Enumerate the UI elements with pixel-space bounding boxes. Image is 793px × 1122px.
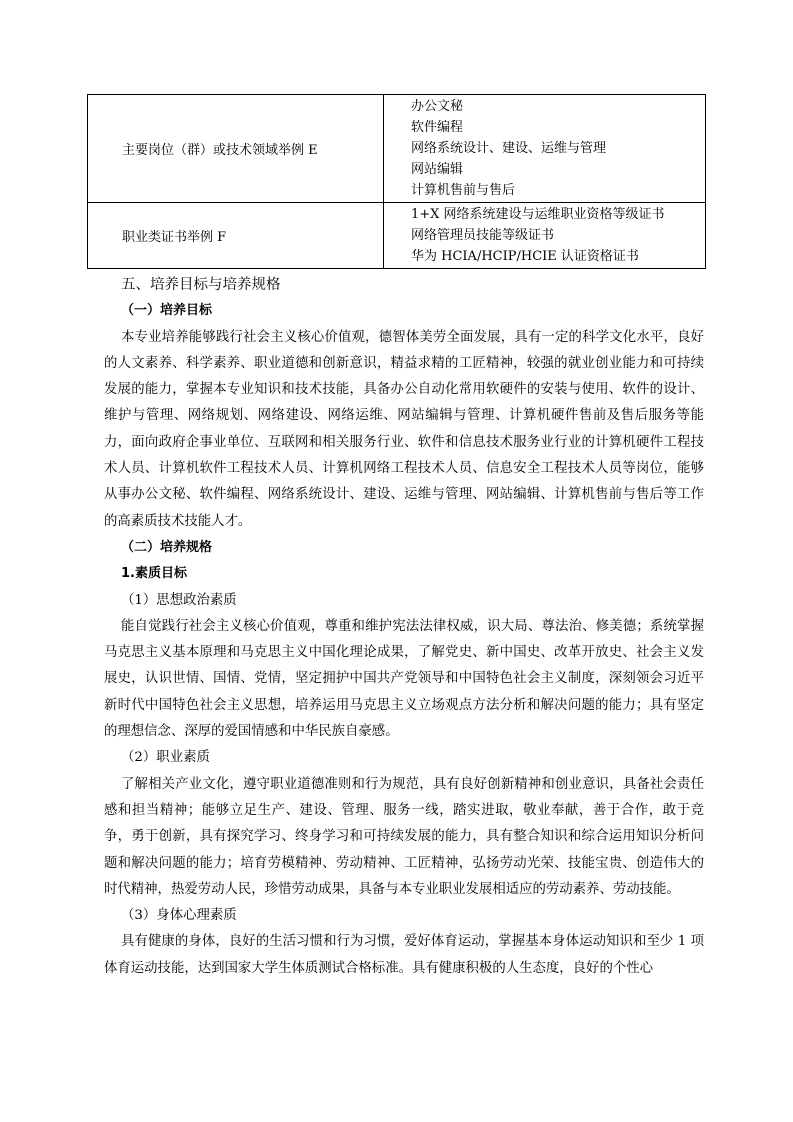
subsection-heading: （二）培养规格: [121, 539, 213, 555]
value-item: 网站编辑: [411, 162, 464, 177]
value-item: 网络管理员技能等级证书: [411, 228, 555, 243]
value-item: 办公文秘: [411, 99, 464, 114]
paragraph: 本专业培养能够践行社会主义核心价值观，德智体美劳全面发展，具有一定的科学文化水平，良好的人文素养、科学素养、职业道德和创新意识，精益求精的工匠精神，较强的就业创业能力和可持续发展的能力，掌握本专业知识和技术技能，具备办公自动化常用软硬件的安装与使用、软件的设计、维护与管理、网络规划、网络建设、网络运维、网站编辑与管理、计算机硬件售前及售后服务等能力，面向政府企事业单位、互联网和相关服务行业、软件和信息技术服务业行业的计算机硬件工程技术人员、计算机软件工程技术人员、计算机网络工程技术人员、信息安全工程技术人员等岗位，能够从事办公文秘、软件编程、网络系统设计、建设、运维与管理、网站编辑、计算机售前与售后等工作的高素质技术技能人才。: [104, 329, 704, 529]
table-row: [88, 95, 706, 203]
row-values: [384, 95, 706, 203]
paragraph: 具有健康的身体，良好的生活习惯和行为习惯，爱好体育运动，掌握基本身体运动知识和至少 1 项体育运动技能，达到国家大学生体质测试合格标准。具有健康积极的人生态度，良好的个性心: [104, 934, 704, 976]
item-title: （1）思想政治素质: [121, 592, 237, 608]
value-item: 网络系统设计、建设、运维与管理: [411, 141, 607, 156]
value-item: 1+X 网络系统建设与运维职业资格等级证书: [411, 207, 665, 222]
item-title: （3）身体心理素质: [121, 908, 237, 924]
paragraph: 能自觉践行社会主义核心价值观，尊重和维护宪法法律权威，识大局、尊法治、修美德；系统掌握马克思主义基本原理和马克思主义中国化理论成果，了解党史、新中国史、改革开放史、社会主义发展史，认识世情、国情、党情，坚定拥护中国共产党领导和中国特色社会主义制度，深刻领会习近平新时代中国特色社会主义思想，培养运用马克思主义立场观点方法分析和解决问题的能力；具有坚定的理想信念、深厚的爱国情感和中华民族自豪感。: [104, 618, 704, 740]
value-item: 华为 HCIA/HCIP/HCIE 认证资格证书: [411, 249, 639, 264]
table-row: [88, 203, 706, 269]
item-title: （2）职业素质: [121, 750, 210, 766]
value-item: 计算机售前与售后: [411, 183, 516, 198]
subsection-heading: （一）培养目标: [121, 303, 213, 319]
body-content: [104, 270, 704, 982]
row-label: 主要岗位（群）或技术领域举例 E: [88, 95, 384, 203]
section-heading: 五、培养目标与培养规格: [121, 277, 281, 293]
info-table: [87, 94, 706, 269]
goal-heading: 1.素质目标: [121, 566, 187, 582]
value-item: 软件编程: [411, 120, 464, 135]
row-label: 职业类证书举例 F: [88, 203, 384, 269]
paragraph: 了解相关产业文化，遵守职业道德准则和行为规范，具有良好创新精神和创业意识，具备社会责任感和担当精神；能够立足生产、建设、管理、服务一线，踏实进取，敬业奉献，善于合作，敢于竞争，勇于创新，具有探究学习、终身学习和可持续发展的能力，具有整合知识和综合运用知识分析问题和解决问题的能力；培育劳模精神、劳动精神、工匠精神，弘扬劳动光荣、技能宝贵、创造伟大的时代精神，热爱劳动人民，珍惜劳动成果，具备与本专业职业发展相适应的劳动素养、劳动技能。: [104, 776, 704, 897]
row-values: [384, 203, 706, 269]
